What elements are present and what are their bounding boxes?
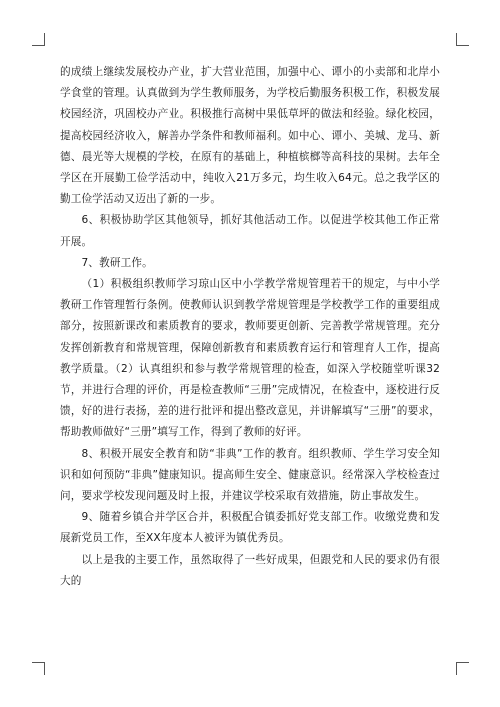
paragraph-school-enterprise: 的成绩上继续发展校办产业，扩大营业范围，加强中心、谭小的小卖部和北岸小学食堂的管理。认真做到为学生教师服务，为学校后勤服务积极工作，积极发展校园经济，巩固校办产业。积极推行高树中果低草坪的做法和经验。绿化校园，提高校园经济收入，解善办学条件和教师福利。如中心、谭小、美城、龙马、新德、晨光等大规模的学校，在原有的基础上，种植槟榔等高科技的果树。去年全学区在开展勤工俭学活动中，纯收入21万多元，均生收入64元。总之我学区的勤工俭学活动又迈出了新的一步。 [60, 66, 440, 206]
crop-mark-bottom-left [32, 662, 45, 675]
crop-mark-top-left [32, 33, 45, 46]
document-body [60, 62, 440, 592]
crop-mark-top-right [456, 33, 469, 46]
paragraph-summary: 以上是我的主要工作，虽然取得了一些好成果，但跟党和人民的要求仍有很大的 [60, 553, 440, 587]
paragraph-item-7-heading: 7、教研工作。 [81, 256, 153, 269]
crop-mark-bottom-right [456, 662, 469, 675]
paragraph-item-8: 8、积极开展安全教育和防“非典”工作的教育。组织教师、学生学习安全知识和如何预防“非典”健康知识。提高师生安全、健康意识。经常深入学校检查过问，要求学校发现问题及时上报，并建议学校采取有效措施，防止事故发生。 [60, 447, 440, 503]
paragraph-item-6: 6、积极协助学区其他领导，抓好其他活动工作。以促进学校其他工作正常开展。 [60, 214, 440, 248]
paragraph-item-9: 9、随着乡镇合并学区合并，积极配合镇委抓好党支部工作。收缴党费和发展新党员工作，至XX年度本人被评为镇优秀员。 [60, 511, 440, 545]
paragraph-teaching-research: （1）积极组织教师学习琼山区中小学教学常规管理若干的规定，与中小学教研工作管理暂行条例。使教师认识到教学常规管理是学校教学工作的重要组成部分，按照新课改和素质教育的要求，教师要更创新、完善教学常规管理。充分发挥创新教育和常规管理，保障创新教育和素质教育运行和管理育人工作，提高教学质量。（2）认真组织和参与教学常规管理的检查，如深入学校随堂听课32节，并进行合理的评价，再是检查教师“三册”完成情况，在检查中，逐校进行反馈，好的进行表扬，差的进行批评和提出整改意见，并讲解填写“三册”的要求，帮助教师做好“三册”填写工作，得到了教师的好评。 [60, 278, 440, 439]
